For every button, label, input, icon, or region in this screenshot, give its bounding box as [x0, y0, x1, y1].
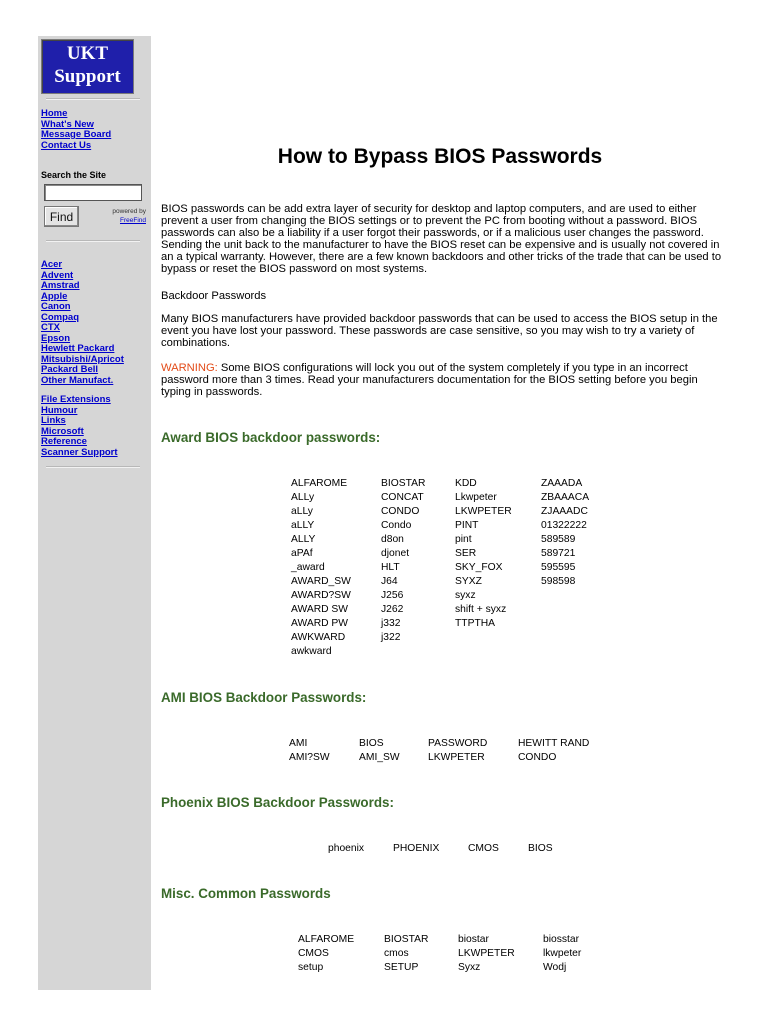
password-cell: shift + syxz	[455, 604, 507, 615]
divider	[46, 240, 140, 242]
password-cell: Lkwpeter	[455, 492, 497, 503]
backdoor-heading: Backdoor Passwords	[161, 290, 267, 302]
site-logo[interactable]	[41, 39, 134, 94]
password-cell: PINT	[455, 520, 479, 531]
password-cell: SETUP	[384, 962, 419, 973]
find-button[interactable]: Find	[44, 206, 79, 227]
password-cell: LKWPETER	[455, 506, 512, 517]
nav-top	[41, 109, 111, 151]
password-cell: CMOS	[298, 948, 329, 959]
password-cell: 595595	[541, 562, 576, 573]
password-cell: J262	[381, 604, 404, 615]
nav-link-whats-new[interactable]: What's New	[41, 118, 94, 130]
password-cell: ZJAAADC	[541, 506, 588, 517]
password-cell: KDD	[455, 478, 477, 489]
nav-link-acer[interactable]: Acer	[41, 259, 63, 270]
nav-link-links[interactable]: Links	[41, 415, 66, 426]
nav-link-microsoft[interactable]: Microsoft	[41, 425, 84, 437]
password-cell: phoenix	[328, 843, 365, 854]
nav-link-mitsubishi-apricot[interactable]: Mitsubishi/Apricot	[41, 353, 124, 365]
nav-link-ctx[interactable]: CTX	[41, 322, 60, 333]
powered-by-text: powered by	[112, 208, 146, 215]
password-cell: J64	[381, 576, 398, 587]
sidebar	[38, 36, 151, 990]
password-cell: ALLy	[291, 492, 315, 503]
password-cell: PHOENIX	[393, 843, 440, 854]
password-cell: LKWPETER	[428, 752, 485, 763]
section-heading-phoenix: Phoenix BIOS Backdoor Passwords:	[161, 795, 394, 810]
password-cell: J256	[381, 590, 404, 601]
section-heading-award: Award BIOS backdoor passwords:	[161, 430, 381, 445]
password-cell: 589589	[541, 534, 576, 545]
password-cell: HLT	[381, 562, 400, 573]
password-cell: SYXZ	[455, 576, 482, 587]
password-cell: BIOSTAR	[381, 478, 426, 489]
nav-link-hewlett-packard[interactable]: Hewlett Packard	[41, 343, 115, 354]
password-cell: AMI_SW	[359, 752, 400, 763]
password-cell: pint	[455, 534, 472, 545]
password-cell: Condo	[381, 520, 412, 531]
search-label: Search the Site	[41, 170, 107, 180]
password-cell: awkward	[291, 646, 332, 657]
password-cell: 598598	[541, 576, 576, 587]
password-cell: CONDO	[381, 506, 420, 517]
divider	[46, 98, 140, 100]
password-cell: biosstar	[543, 934, 580, 945]
nav-link-file-extensions[interactable]: File Extensions	[41, 394, 111, 405]
warning-text: Some BIOS configurations will lock you out of the system completely if you type in an incorrect password more than 3 times. Read your manufacturers documentation for the BIOS setting before you begin typing in passwords.	[161, 362, 698, 398]
password-cell: TTPTHA	[455, 618, 496, 629]
password-cell: AWARD?SW	[291, 590, 351, 601]
password-cell: biostar	[458, 934, 489, 945]
nav-link-packard-bell[interactable]: Packard Bell	[41, 364, 99, 375]
nav-link-compaq[interactable]: Compaq	[41, 311, 79, 323]
password-cell: setup	[298, 962, 324, 973]
password-cell: CONDO	[518, 752, 557, 763]
powered-by	[100, 207, 146, 225]
nav-link-reference[interactable]: Reference	[41, 436, 87, 447]
nav-link-message-board[interactable]: Message Board	[41, 129, 112, 140]
nav-link-humour[interactable]: Humour	[41, 404, 78, 416]
password-cell: CMOS	[468, 843, 499, 854]
password-cell: BIOS	[528, 843, 553, 854]
password-cell: aPAf	[291, 548, 313, 559]
password-cell: d8on	[381, 534, 404, 545]
password-cell: ZAAADA	[541, 478, 583, 489]
nav-link-advent[interactable]: Advent	[41, 269, 74, 281]
password-cell: cmos	[384, 948, 409, 959]
page-title: How to Bypass BIOS Passwords	[277, 145, 603, 168]
password-cell: BIOSTAR	[384, 934, 429, 945]
password-cell: AMI	[289, 738, 308, 749]
password-cell: CONCAT	[381, 492, 424, 503]
password-cell: lkwpeter	[543, 948, 582, 959]
password-cell: ALFAROME	[291, 478, 348, 489]
password-cell: djonet	[381, 548, 410, 559]
nav-link-amstrad[interactable]: Amstrad	[41, 280, 80, 291]
section-heading-ami: AMI BIOS Backdoor Passwords:	[161, 690, 367, 705]
password-cell: AWKWARD	[291, 632, 346, 643]
nav-misc	[41, 395, 118, 458]
nav-link-apple[interactable]: Apple	[41, 290, 68, 302]
password-cell: Wodj	[543, 962, 567, 973]
search-input[interactable]	[44, 184, 142, 201]
logo-line-1: UKT	[66, 43, 109, 64]
freefind-link[interactable]: FreeFind	[119, 217, 146, 224]
password-cell: aLLy	[291, 506, 313, 517]
divider	[46, 466, 140, 468]
password-cell: j332	[381, 618, 401, 629]
backdoor-paragraph: Many BIOS manufacturers have provided backdoor passwords that can be used to access the BIOS setup in the event you have lost your password. These passwords are case sensitive, so you may wish to try a variety of combinations.	[161, 313, 718, 349]
password-cell: LKWPETER	[458, 948, 515, 959]
password-cell: PASSWORD	[428, 738, 488, 749]
password-cell: HEWITT RAND	[518, 738, 590, 749]
password-cell: 589721	[541, 548, 576, 559]
password-cell: AWARD PW	[291, 618, 349, 629]
nav-link-canon[interactable]: Canon	[41, 301, 71, 312]
nav-link-scanner-support[interactable]: Scanner Support	[41, 446, 118, 458]
logo-line-2: Support	[54, 66, 121, 87]
nav-link-home[interactable]: Home	[41, 108, 68, 119]
password-cell: ALLY	[291, 534, 316, 545]
password-cell: SER	[455, 548, 477, 559]
password-cell: j322	[381, 632, 401, 643]
password-cell: AWARD_SW	[291, 576, 351, 587]
password-cell: Syxz	[458, 962, 481, 973]
password-cell: AMI?SW	[289, 752, 330, 763]
password-cell: _award	[291, 562, 325, 573]
warning-label: WARNING:	[161, 362, 218, 374]
section-heading-misc: Misc. Common Passwords	[161, 886, 331, 901]
nav-link-contact-us[interactable]: Contact Us	[41, 139, 92, 151]
intro-paragraph: BIOS passwords can be add extra layer of security for desktop and laptop computers, and are used to either prevent a user from changing the BIOS settings or to prevent the PC from booting without a password. BIOS passwords can also be a liability if a user forgot their passwords, or if a malicious user changes the password. Sending the unit back to the manufacturer to have the BIOS reset can be expensive and is usually not covered in an a typical warranty. However, there are a few known backdoors and other tricks of the trade that can be used to bypass or reset the BIOS password on most systems.	[161, 203, 722, 275]
password-cell: 01322222	[541, 520, 587, 531]
password-cell: SKY_FOX	[455, 562, 503, 573]
password-cell: aLLY	[291, 520, 315, 531]
password-cell: ALFAROME	[298, 934, 355, 945]
nav-link-epson[interactable]: Epson	[41, 332, 71, 344]
password-cell: BIOS	[359, 738, 384, 749]
password-cell: syxz	[455, 590, 476, 601]
nav-brands	[41, 260, 124, 386]
nav-link-other-manufact[interactable]: Other Manufact.	[41, 374, 114, 386]
warning-paragraph	[161, 362, 729, 398]
password-cell: ZBAAACA	[541, 492, 590, 503]
password-cell: AWARD SW	[291, 604, 349, 615]
